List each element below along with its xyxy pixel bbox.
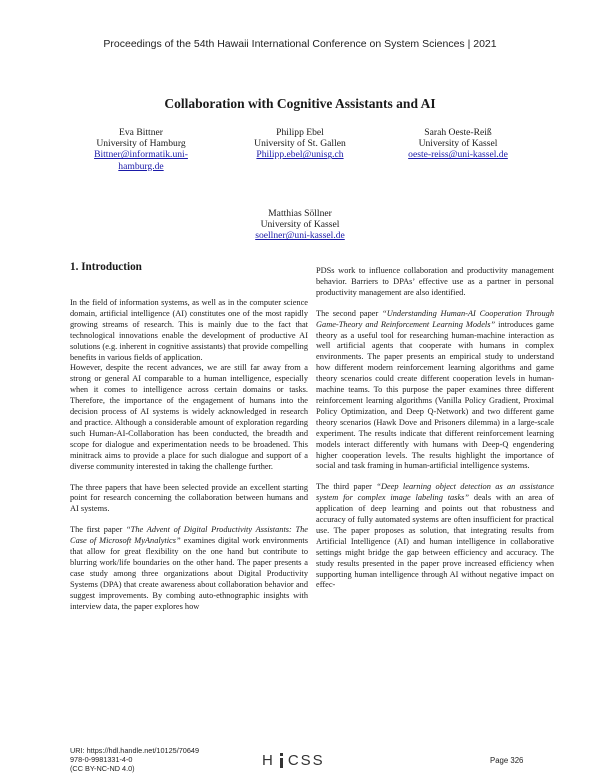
author-affiliation: University of Kassel bbox=[260, 219, 340, 231]
logo-letters-css: CSS bbox=[287, 752, 325, 769]
author-block-2 bbox=[225, 127, 375, 161]
paper-title-third: “Deep learning object detection as an assistance system for complex image labeling tasks” bbox=[316, 482, 554, 503]
author-block-4 bbox=[225, 208, 375, 242]
author-email-link[interactable]: oeste-reiss@uni-kassel.de bbox=[408, 149, 508, 161]
right-column bbox=[316, 266, 554, 601]
logo-letter-h: H bbox=[262, 752, 275, 769]
paragraph-lead: The second paper bbox=[316, 308, 383, 318]
footer-uri[interactable]: URI: https://hdl.handle.net/10125/70649 bbox=[70, 746, 200, 755]
paragraph-lead: The third paper bbox=[316, 482, 377, 492]
section-heading: 1. Introduction bbox=[70, 261, 142, 273]
paper-title: Collaboration with Cognitive Assistants and AI bbox=[164, 96, 436, 111]
page-number: Page 326 bbox=[490, 756, 524, 765]
paragraph-body: deals with an area of application of deep learning and points out that robustness and accuracy of fully automated systems are often insufficient for practical use. The paper proposes as solution, that integrating results from Artificial Intelligence (AI) and human intelligence in collaborative settings might bridge the gap between efficiency and accuracy. The study results presented in the paper prove increased efficiency when supporting human intelligence through AI without negative impact on effec- bbox=[316, 493, 554, 590]
paper-title-first: “The Advent of Digital Productivity Assistants: The Case of Microsoft MyAnalytics” bbox=[70, 525, 309, 546]
right-paragraph-2 bbox=[316, 309, 554, 473]
author-affiliation: University of St. Gallen bbox=[254, 138, 346, 150]
hicss-logo bbox=[262, 752, 325, 769]
paragraph-lead: The first paper bbox=[70, 525, 127, 535]
author-affiliation: University of Kassel bbox=[418, 138, 498, 150]
right-paragraph-1: PDSs work to influence collaboration and productivity management behavior. Barriers to DPAs’ effective use as a partner in personal productivity management are also identified. bbox=[316, 266, 554, 297]
logo-i-mark-icon bbox=[277, 753, 286, 768]
author-email-link-cont[interactable]: hamburg.de bbox=[118, 160, 164, 172]
footer-meta bbox=[70, 746, 199, 774]
footer-isbn: 978-0-9981331-4-0 bbox=[70, 755, 133, 765]
footer-license: (CC BY-NC-ND 4.0) bbox=[70, 764, 135, 774]
intro-paragraph-2: However, despite the recent advances, we are still far away from a strong or general AI comparable to a human intelligence, especially when it comes to intelligence across certain domains or tasks. Therefore, the importance of the engagement of humans into the decision process of AI systems is widely acknowledged in research and practice. Although a considerable amount of exploration regarding such Human-AI-Collaboration has been conducted, the breadth and scope for dialogue and experimentation needs to be broadened. This minitrack aims to provide a place for such dialogue and support of a diverse community interested in taking the challenge further. bbox=[70, 363, 308, 471]
author-email-link[interactable]: soellner@uni-kassel.de bbox=[255, 230, 345, 242]
intro-paragraph-4 bbox=[70, 525, 308, 612]
author-block-1 bbox=[66, 127, 216, 172]
author-affiliation: University of Hamburg bbox=[96, 138, 186, 150]
author-name: Sarah Oeste-Reiß bbox=[424, 127, 492, 138]
paper-title-second: “Understanding Human-AI Cooperation Through Game-Theory and Reinforcement Learning Models” bbox=[316, 308, 554, 329]
intro-paragraph-3: The three papers that have been selected provide an excellent starting point for research concerning the collaboration between humans and AI systems. bbox=[70, 482, 308, 514]
author-name: Eva Bittner bbox=[119, 127, 163, 138]
intro-paragraph-1: In the field of information systems, as well as in the computer science domain, artificial intelligence (AI) constitutes one of the most rapidly growing streams of research. This is mainly due to the fact that technological innovations enable the development of productive AI solutions (e.g. inherent in cognitive assistants) that provide compelling benefits in various fields of application. bbox=[70, 298, 308, 362]
left-column bbox=[70, 261, 308, 622]
author-email-link[interactable]: Philipp.ebel@unisg.ch bbox=[256, 149, 344, 161]
author-email-link[interactable]: Bittner@informatik.uni- bbox=[94, 149, 188, 161]
proceedings-header: Proceedings of the 54th Hawaii International Conference on System Sciences | 2021 bbox=[103, 38, 497, 50]
author-name: Matthias Söllner bbox=[268, 208, 332, 219]
paragraph-body: examines digital work environments that allow for great flexibility on the one hand but contribute to blurring work/life boundaries on the other hand. The paper presents a case study among three organizations about Digital Productivity Systems (DPA) that create awareness about collaboration behavior and suggest improvements. By combing auto-ethnographic insights with interview data, the paper explores how bbox=[70, 536, 308, 611]
paragraph-body: introduces game theory as a useful tool for researching human-machine interaction as well artificial agents that cooperate with humans in complex environments. The paper presents an empirical study to understand how different modern reinforcement learning algorithms and game theory scenarios could create different cooperation levels in human-machine teams. To this purpose the paper examines three different reinforcement learning algorithms (Vanilla Policy Gradient, Proximal Policy Optimization, and Deep Q-Network) and two different game theory scenarios (Hawk Dove and Prisoners dilemma) in a large-scale experiment. The results indicate that different reinforcement learning models interact differently with humans with Deep-Q engendering higher cooperation levels. The results highlight the importance of social and task framing in human-artificial intelligence systems. bbox=[316, 319, 554, 471]
author-name: Philipp Ebel bbox=[276, 127, 324, 138]
author-block-3 bbox=[383, 127, 533, 161]
right-paragraph-3 bbox=[316, 482, 554, 591]
